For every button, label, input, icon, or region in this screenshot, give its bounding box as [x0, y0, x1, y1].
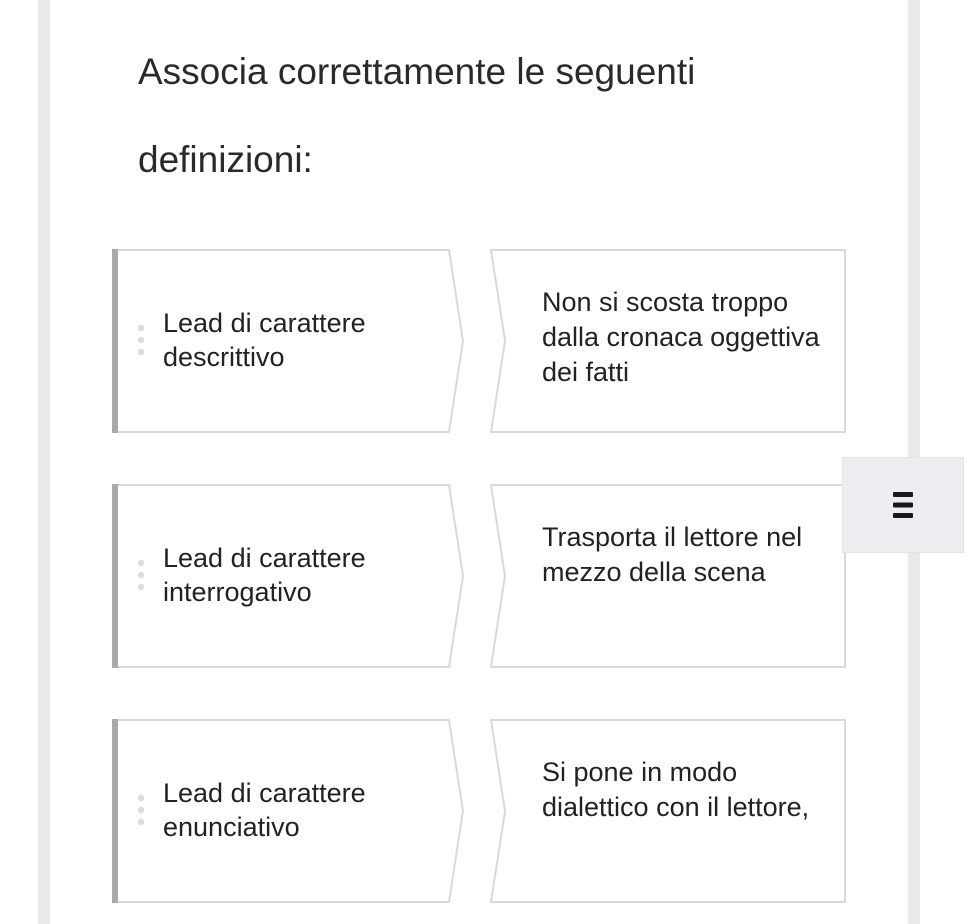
draggable-term[interactable] — [112, 249, 464, 433]
match-row — [112, 484, 846, 668]
question-text: Associa correttamente le seguenti definizioni: — [138, 51, 696, 180]
definition-text: Trasporta il lettore nel mezzo della scena — [542, 522, 803, 587]
match-row — [112, 719, 846, 903]
draggable-term[interactable] — [112, 484, 464, 668]
menu-button[interactable] — [842, 457, 964, 553]
definition-text: Non si scosta troppo dalla cronaca oggettiva dei fatti — [542, 287, 820, 387]
definition-text: Si pone in modo dialettico con il lettore, — [542, 757, 810, 822]
draggable-term[interactable] — [112, 719, 464, 903]
drag-handle-icon[interactable] — [136, 558, 146, 592]
drag-handle-icon[interactable] — [136, 323, 146, 357]
hamburger-menu-icon — [893, 490, 913, 520]
draggable-term-label: Lead di carattere descrittivo — [163, 308, 366, 372]
draggable-term-label: Lead di carattere enunciativo — [163, 778, 366, 842]
draggable-term-label: Lead di carattere interrogativo — [163, 543, 366, 607]
left-rail — [38, 0, 50, 924]
definition-target[interactable] — [490, 249, 846, 433]
drag-handle-icon[interactable] — [136, 793, 146, 827]
left-gutter — [0, 0, 39, 924]
definition-target[interactable] — [490, 719, 846, 903]
definition-target[interactable] — [490, 484, 846, 668]
match-row — [112, 249, 846, 433]
